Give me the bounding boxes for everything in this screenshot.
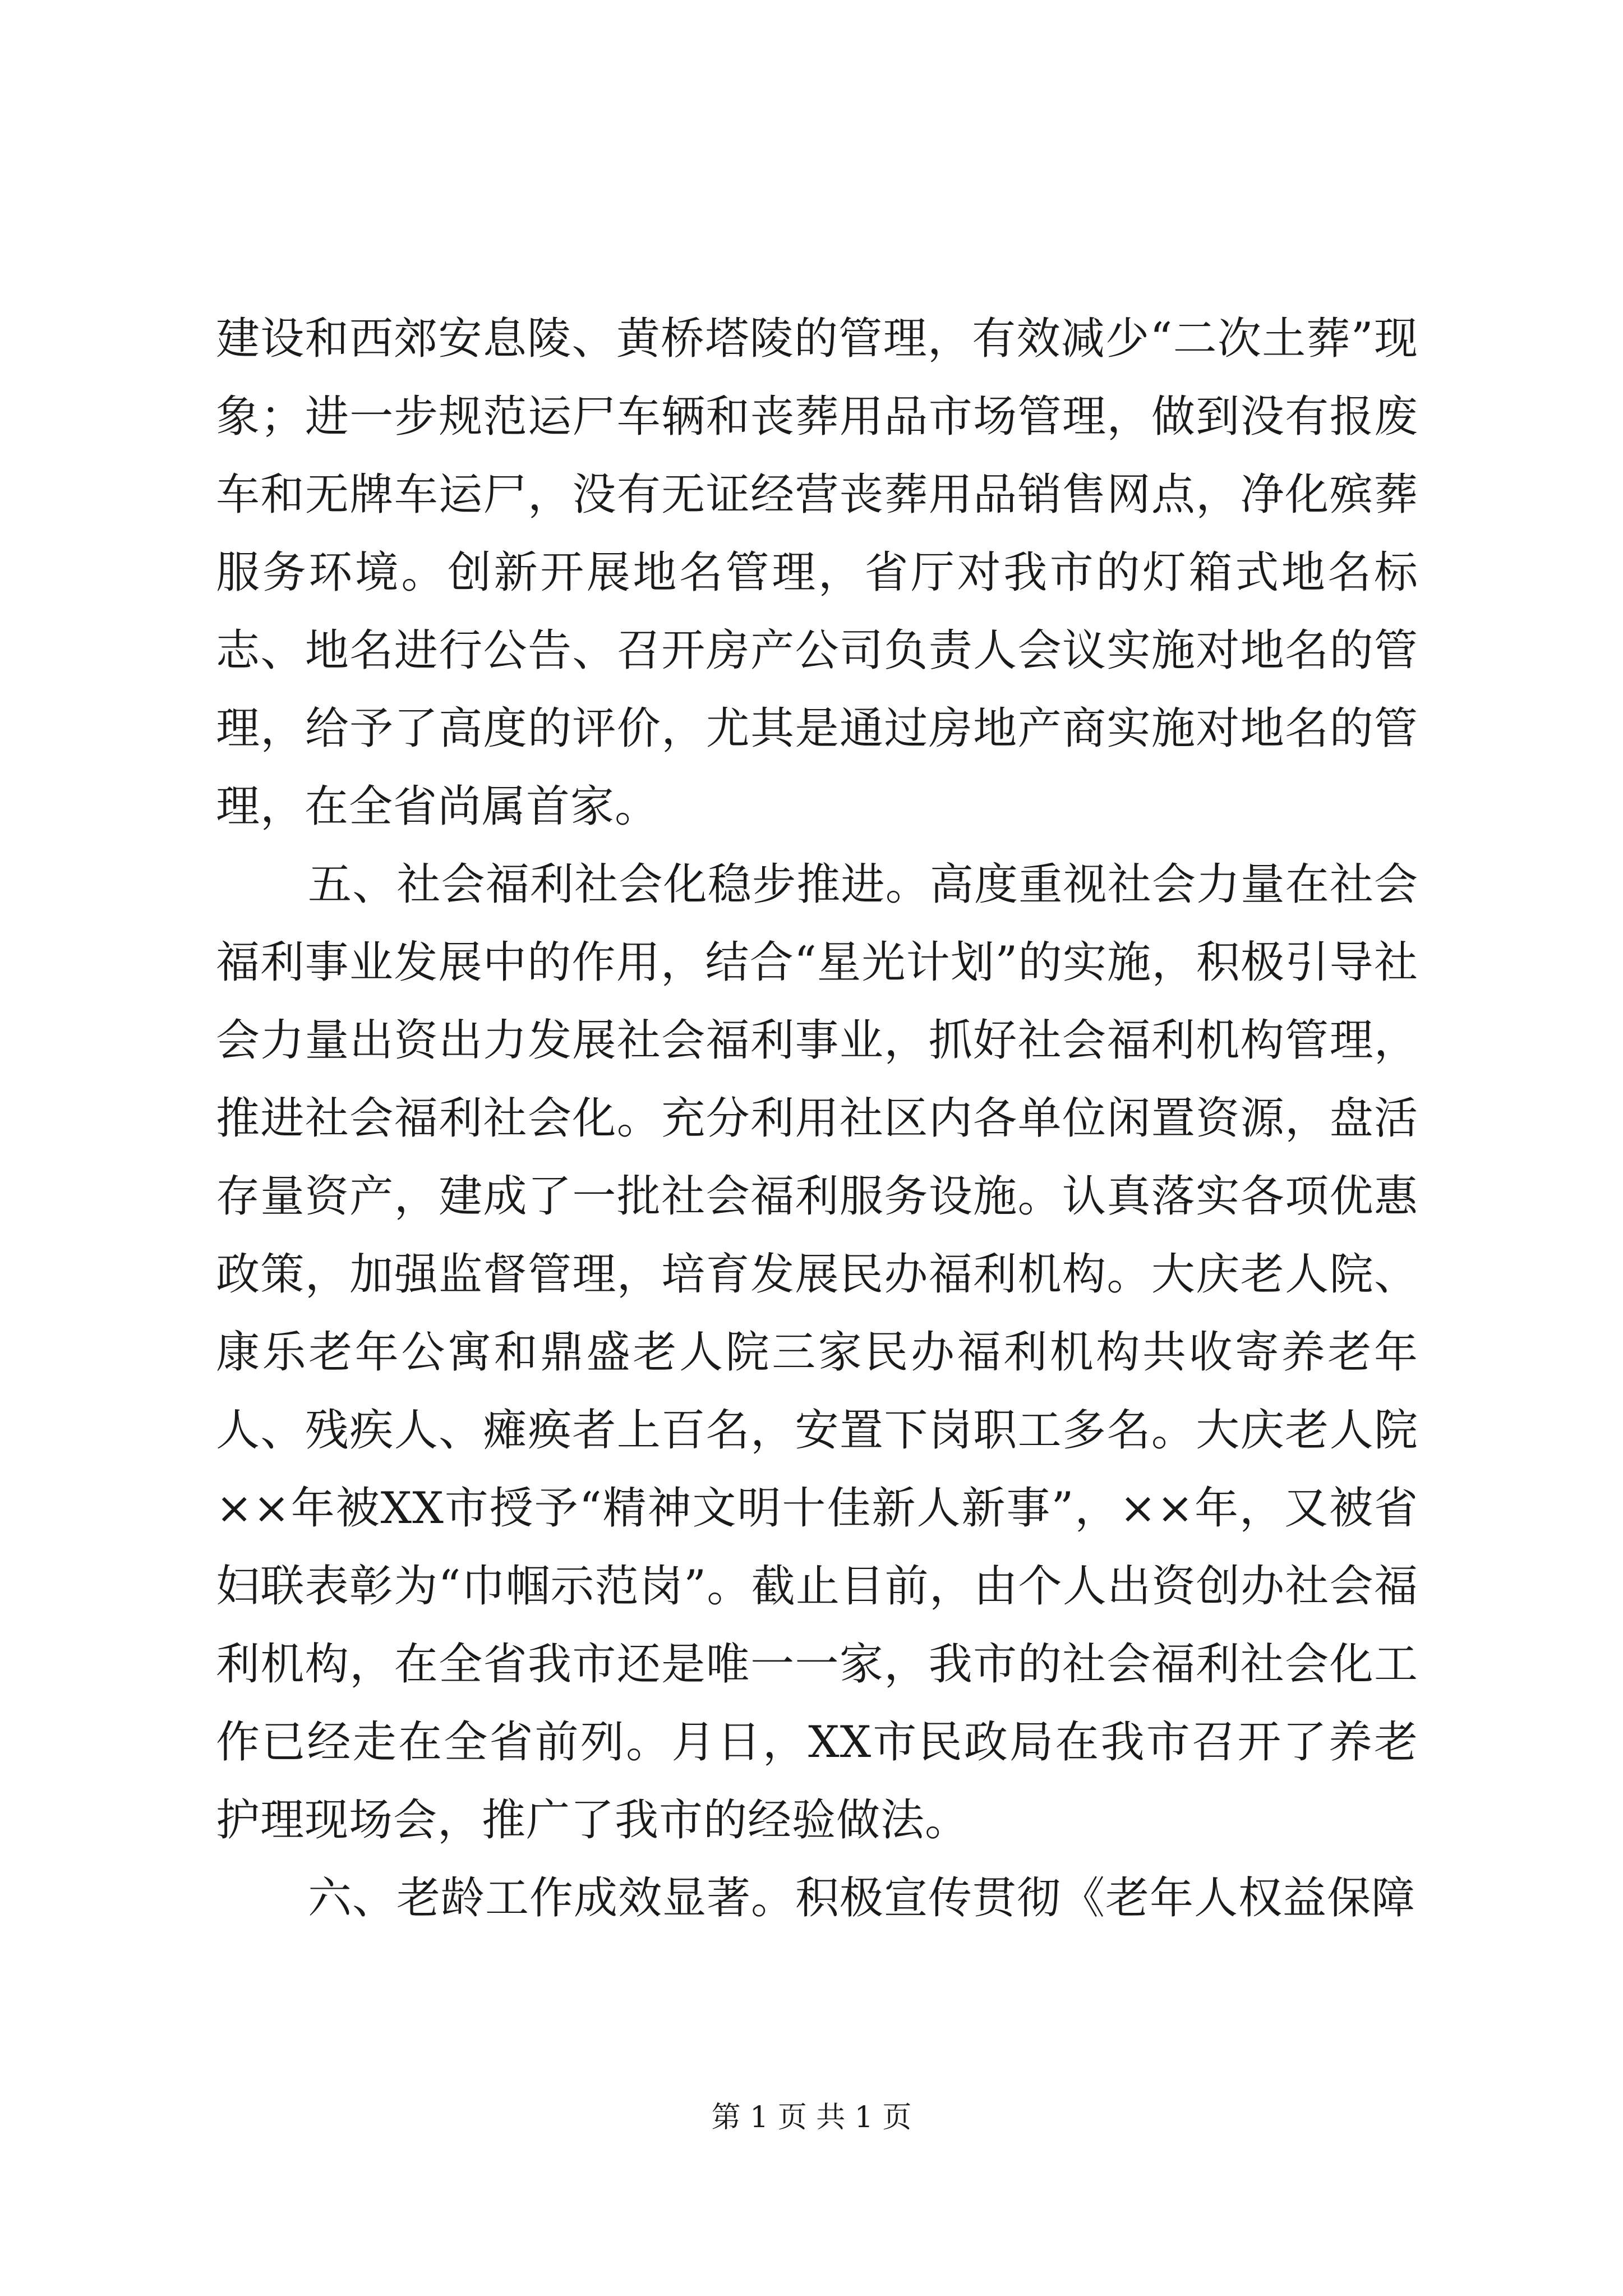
paragraph-funeral-management: 建设和西郊安息陵、黄桥塔陵的管理，有效减少“二次土葬”现象；进一步规范运尸车辆和丧葬用品市场管理，做到没有报废车和无牌车运尸，没有无证经营丧葬用品销售网点，净化殡葬服务环境。创新开展地名管理，省厅对我市的灯箱式地名标志、地名进行公告、召开房产公司负责人会议实施对地名的管理，给予了高度的评价，尤其是通过房地产商实施对地名的管理，在全省尚属首家。	[216, 314, 1418, 832]
paragraph-social-welfare: 五、社会福利社会化稳步推进。高度重视社会力量在社会福利事业发展中的作用，结合“星光计划”的实施，积极引导社会力量出资出力发展社会福利事业，抓好社会福利机构管理，推进社会福利社会化。充分利用社区内各单位闲置资源，盘活存量资产，建成了一批社会福利服务设施。认真落实各项优惠政策，加强监督管理，培育发展民办福利机构。大庆老人院、康乐老年公寓和鼎盛老人院三家民办福利机构共收寄养老年人、残疾人、瘫痪者上百名，安置下岗职工多名。大庆老人院××年被XX市授予“精神文明十佳新人新事”，××年，又被省妇联表彰为“巾帼示范岗”。截止目前，由个人出资创办社会福利机构，在全省我市还是唯一一家，我市的社会福利社会化工作已经走在全省前列。月日，XX市民政局在我市召开了养老护理现场会，推广了我市的经验做法。	[216, 859, 1418, 1846]
body-text	[216, 300, 1418, 1938]
paragraph-elderly-work: 六、老龄工作成效显著。积极宣传贯彻《老年人权益保障	[308, 1873, 1416, 1924]
page-number-footer: 第 1 页 共 1 页	[711, 2101, 912, 2134]
